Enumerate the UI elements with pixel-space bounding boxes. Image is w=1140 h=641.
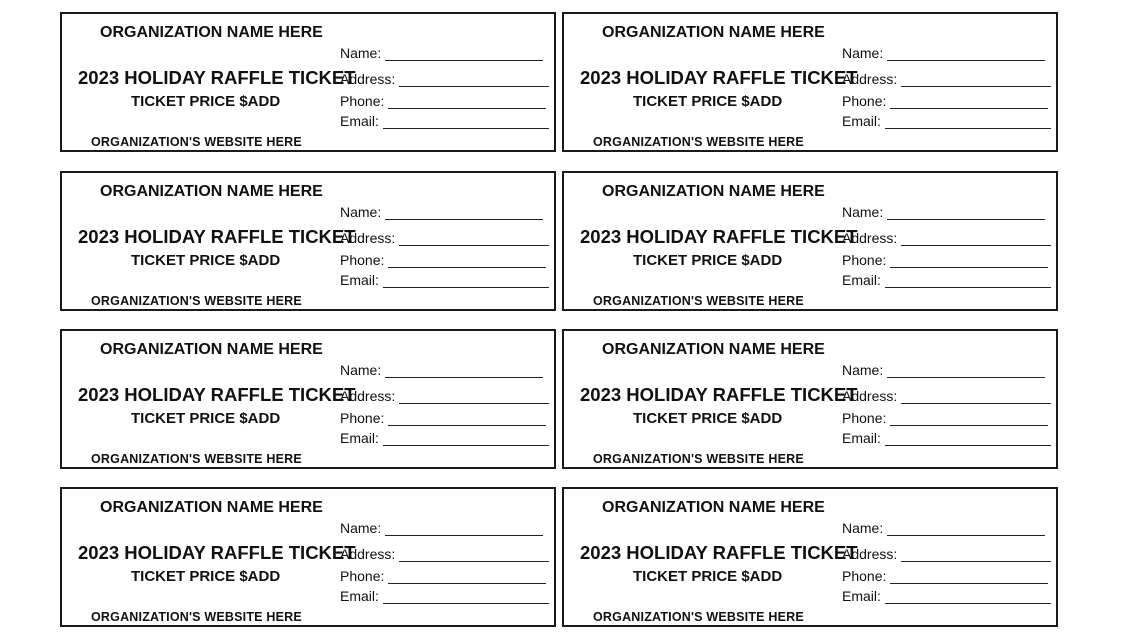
organization-website: ORGANIZATION'S WEBSITE HERE [593, 135, 804, 149]
phone-label: Phone: [842, 93, 887, 109]
phone-line [890, 253, 1048, 268]
name-field [842, 204, 1045, 220]
phone-label: Phone: [340, 568, 385, 584]
ticket-price: TICKET PRICE $ADD [633, 568, 783, 585]
ticket-price: TICKET PRICE $ADD [633, 93, 783, 110]
phone-field [842, 410, 1048, 426]
name-label: Name: [340, 204, 382, 220]
organization-website: ORGANIZATION'S WEBSITE HERE [91, 135, 302, 149]
ticket-price: TICKET PRICE $ADD [131, 410, 281, 427]
ticket-price: TICKET PRICE $ADD [633, 410, 783, 427]
email-label: Email: [340, 272, 379, 288]
phone-label: Phone: [340, 252, 385, 268]
name-line [887, 46, 1045, 61]
address-line [901, 389, 1051, 404]
address-line [399, 389, 549, 404]
organization-name: ORGANIZATION NAME HERE [602, 341, 825, 358]
name-label: Name: [340, 45, 382, 61]
raffle-ticket [562, 12, 1058, 152]
address-line [901, 72, 1051, 87]
organization-website: ORGANIZATION'S WEBSITE HERE [91, 452, 302, 466]
name-line [887, 363, 1045, 378]
phone-line [890, 94, 1048, 109]
name-line [385, 46, 543, 61]
phone-field [340, 252, 546, 268]
name-field [340, 204, 543, 220]
phone-field [842, 93, 1048, 109]
raffle-ticket [60, 12, 556, 152]
name-field [340, 45, 543, 61]
email-line [383, 273, 549, 288]
phone-field [842, 252, 1048, 268]
email-label: Email: [340, 430, 379, 446]
organization-name: ORGANIZATION NAME HERE [100, 24, 323, 41]
address-line [399, 231, 549, 246]
raffle-ticket [562, 329, 1058, 469]
address-field [340, 230, 549, 246]
address-field [340, 71, 549, 87]
address-label: Address: [340, 546, 396, 562]
address-label: Address: [340, 71, 396, 87]
ticket-title: 2023 HOLIDAY RAFFLE TICKET [78, 226, 356, 247]
phone-field [842, 568, 1048, 584]
email-line [885, 114, 1051, 129]
email-line [885, 589, 1051, 604]
address-line [399, 547, 549, 562]
address-label: Address: [842, 546, 898, 562]
organization-website: ORGANIZATION'S WEBSITE HERE [593, 610, 804, 624]
address-line [399, 72, 549, 87]
name-label: Name: [842, 204, 884, 220]
ticket-title: 2023 HOLIDAY RAFFLE TICKET [580, 67, 858, 88]
name-line [887, 205, 1045, 220]
name-line [385, 521, 543, 536]
email-field [340, 272, 549, 288]
email-field [340, 113, 549, 129]
phone-label: Phone: [340, 410, 385, 426]
raffle-ticket [60, 487, 556, 627]
phone-label: Phone: [340, 93, 385, 109]
address-field [842, 230, 1051, 246]
phone-label: Phone: [842, 410, 887, 426]
organization-website: ORGANIZATION'S WEBSITE HERE [91, 294, 302, 308]
address-label: Address: [340, 230, 396, 246]
address-label: Address: [842, 388, 898, 404]
phone-line [890, 569, 1048, 584]
email-field [842, 272, 1051, 288]
ticket-title: 2023 HOLIDAY RAFFLE TICKET [78, 67, 356, 88]
address-field [340, 546, 549, 562]
name-label: Name: [842, 520, 884, 536]
name-line [385, 363, 543, 378]
name-line [887, 521, 1045, 536]
email-field [842, 588, 1051, 604]
organization-name: ORGANIZATION NAME HERE [100, 183, 323, 200]
phone-line [388, 253, 546, 268]
name-field [340, 520, 543, 536]
ticket-title: 2023 HOLIDAY RAFFLE TICKET [580, 226, 858, 247]
ticket-title: 2023 HOLIDAY RAFFLE TICKET [78, 542, 356, 563]
name-field [842, 362, 1045, 378]
raffle-ticket [562, 487, 1058, 627]
ticket-title: 2023 HOLIDAY RAFFLE TICKET [78, 384, 356, 405]
ticket-price: TICKET PRICE $ADD [131, 93, 281, 110]
address-label: Address: [842, 230, 898, 246]
ticket-title: 2023 HOLIDAY RAFFLE TICKET [580, 542, 858, 563]
email-field [340, 588, 549, 604]
email-line [383, 431, 549, 446]
address-field [842, 546, 1051, 562]
phone-field [340, 93, 546, 109]
ticket-price: TICKET PRICE $ADD [131, 252, 281, 269]
name-label: Name: [340, 520, 382, 536]
address-line [901, 547, 1051, 562]
organization-website: ORGANIZATION'S WEBSITE HERE [593, 452, 804, 466]
email-line [383, 589, 549, 604]
ticket-title: 2023 HOLIDAY RAFFLE TICKET [580, 384, 858, 405]
address-label: Address: [842, 71, 898, 87]
email-label: Email: [842, 430, 881, 446]
email-label: Email: [340, 588, 379, 604]
organization-website: ORGANIZATION'S WEBSITE HERE [593, 294, 804, 308]
phone-line [388, 411, 546, 426]
email-label: Email: [842, 588, 881, 604]
name-label: Name: [340, 362, 382, 378]
name-label: Name: [842, 362, 884, 378]
name-field [842, 45, 1045, 61]
name-field [340, 362, 543, 378]
email-label: Email: [842, 272, 881, 288]
phone-line [388, 569, 546, 584]
organization-name: ORGANIZATION NAME HERE [602, 183, 825, 200]
address-label: Address: [340, 388, 396, 404]
email-line [383, 114, 549, 129]
email-field [842, 113, 1051, 129]
raffle-ticket [562, 171, 1058, 311]
organization-name: ORGANIZATION NAME HERE [100, 341, 323, 358]
organization-name: ORGANIZATION NAME HERE [602, 499, 825, 516]
ticket-price: TICKET PRICE $ADD [633, 252, 783, 269]
raffle-ticket [60, 171, 556, 311]
name-line [385, 205, 543, 220]
address-field [842, 388, 1051, 404]
organization-name: ORGANIZATION NAME HERE [100, 499, 323, 516]
organization-name: ORGANIZATION NAME HERE [602, 24, 825, 41]
ticket-price: TICKET PRICE $ADD [131, 568, 281, 585]
email-label: Email: [340, 113, 379, 129]
email-field [842, 430, 1051, 446]
email-line [885, 273, 1051, 288]
address-field [340, 388, 549, 404]
name-label: Name: [842, 45, 884, 61]
name-field [842, 520, 1045, 536]
phone-label: Phone: [842, 252, 887, 268]
phone-line [890, 411, 1048, 426]
address-line [901, 231, 1051, 246]
email-line [885, 431, 1051, 446]
email-field [340, 430, 549, 446]
phone-line [388, 94, 546, 109]
phone-field [340, 410, 546, 426]
organization-website: ORGANIZATION'S WEBSITE HERE [91, 610, 302, 624]
raffle-ticket [60, 329, 556, 469]
phone-label: Phone: [842, 568, 887, 584]
email-label: Email: [842, 113, 881, 129]
address-field [842, 71, 1051, 87]
phone-field [340, 568, 546, 584]
